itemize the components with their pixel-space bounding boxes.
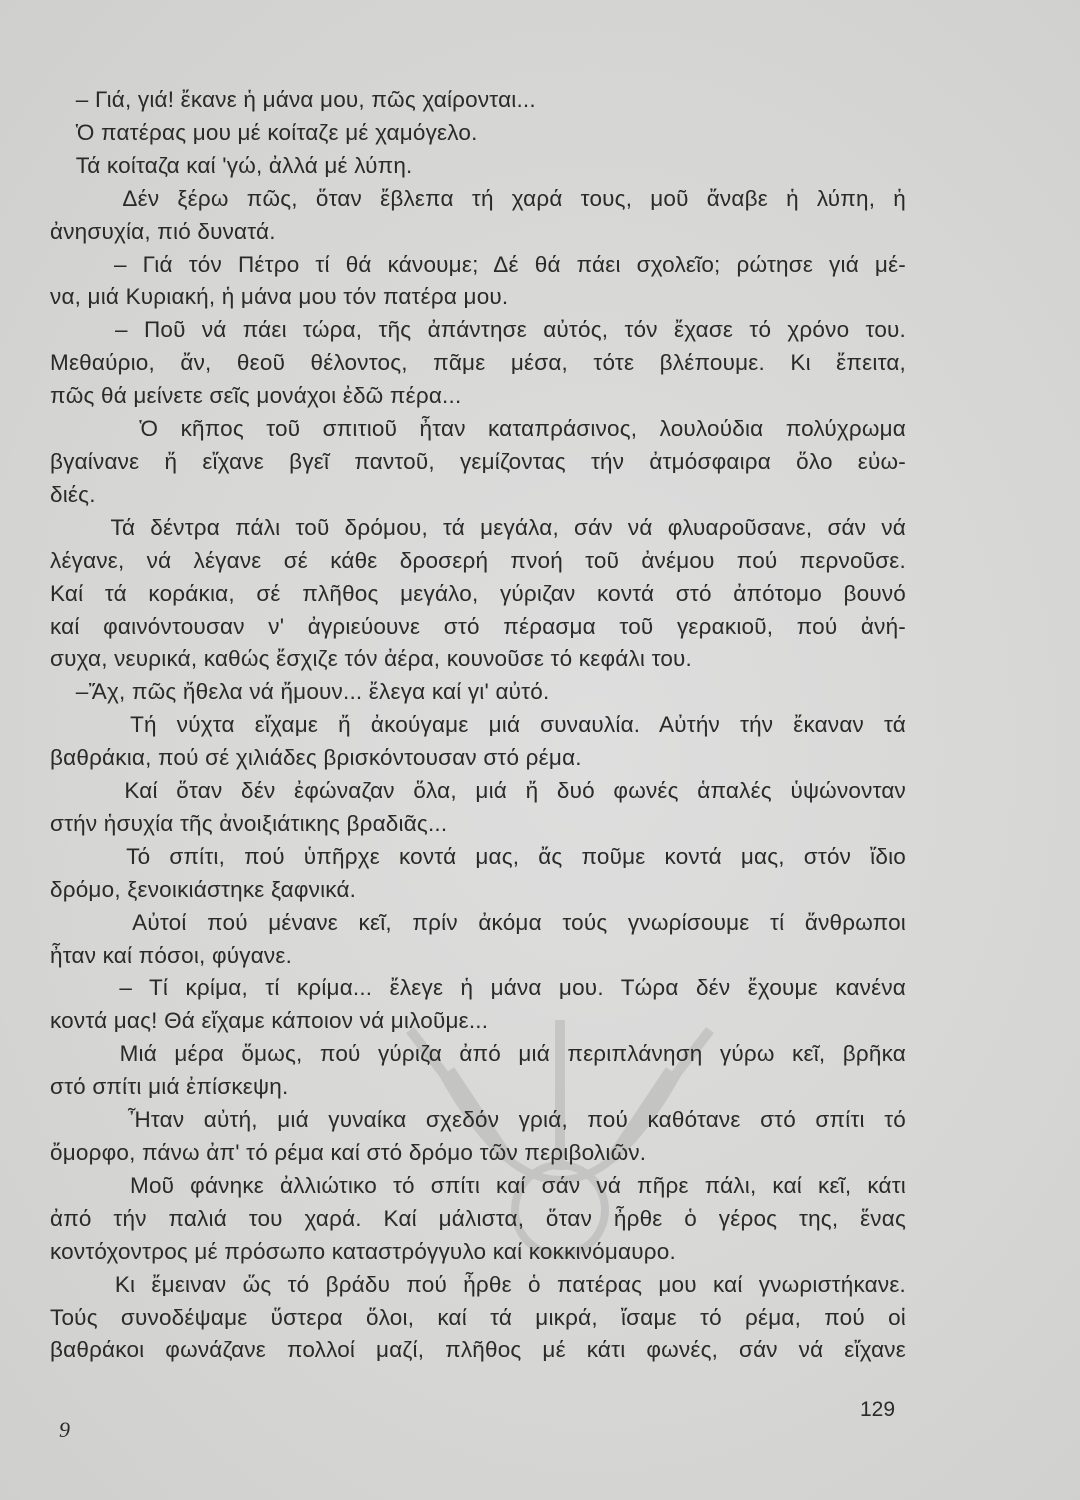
text-line: Τή νύχτα εἴχαμε ἤ ἀκούγαμε μιά συναυλία. Αὐτήν τήν ἔκαναν τά (50, 712, 906, 738)
text-line: Ἦταν αὐτή, μιά γυναίκα σχεδόν γριά, πού καθότανε στό σπίτι τό (50, 1107, 906, 1133)
text-line: Κι ἔμειναν ὥς τό βράδυ πού ἦρθε ὁ πατέρας μου καί γνωριστήκανε. (50, 1271, 906, 1297)
text-line: κοντά μας! Θά εἴχαμε κάποιον νά μιλοῦμε... (50, 1008, 489, 1034)
text-line: πῶς θά μείνετε σεῖς μονάχοι ἐδῶ πέρα... (50, 383, 462, 409)
text-line: να, μιά Κυριακή, ἡ μάνα μου τόν πατέρα μου. (50, 284, 509, 310)
text-line: Μεθαύριο, ἄν, θεοῦ θέλοντος, πᾶμε μέσα, τότε βλέπουμε. Κι ἔπειτα, (50, 350, 906, 376)
text-line: ὄμορφο, πάνω ἀπ' τό ρέμα καί στό δρόμο τῶν περιβολιῶν. (50, 1140, 647, 1165)
text-line: καί φαινόντουσαν ν' ἀγριεύουνε στό πέρασμα τοῦ γερακιοῦ, πού ἀνή- (50, 613, 906, 639)
text-line: Μιά μέρα ὅμως, πού γύριζα ἀπό μιά περιπλάνηση γύρω κεῖ, βρῆκα (50, 1041, 906, 1067)
text-line: Καί τά κοράκια, σέ πλῆθος μεγάλο, γύριζαν κοντά στό ἀπότομο βουνό (50, 580, 906, 606)
signature-mark: 9 (59, 1417, 70, 1442)
text-line: Ὁ πατέρας μου μέ κοίταζε μέ χαμόγελο. (50, 119, 478, 145)
text-line: ἦταν καί πόσοι, φύγανε. (50, 942, 293, 968)
text-line: Δέν ξέρω πῶς, ὅταν ἔβλεπα τή χαρά τους, μοῦ ἄναβε ἡ λύπη, ἡ (50, 185, 906, 211)
text-line: –Ἄχ, πῶς ἤθελα νά ἤμουν... ἔλεγα καί γι' αὐτό. (50, 679, 550, 705)
text-line: Ὁ κῆπος τοῦ σπιτιοῦ ἦταν καταπράσινος, λουλούδια πολύχρωμα (50, 416, 906, 442)
text-line: διές. (50, 481, 96, 507)
text-line: ἀπό τήν παλιά του χαρά. Καί μάλιστα, ὅταν ἦρθε ὁ γέρος της, ἕνας (50, 1205, 906, 1231)
body-text (50, 84, 906, 1367)
text-line: – Ποῦ νά πάει τώρα, τῆς ἀπάντησε αὐτός, τόν ἔχασε τό χρόνο του. (50, 317, 906, 343)
text-line: ἀνησυχία, πιό δυνατά. (50, 218, 276, 244)
text-line: Αὐτοί πού μένανε κεῖ, πρίν ἀκόμα τούς γνωρίσουμε τί ἄνθρωποι (50, 909, 906, 935)
text-line: Μοῦ φάνηκε ἀλλιώτικο τό σπίτι καί σάν νά πῆρε πάλι, καί κεῖ, κάτι (50, 1172, 906, 1198)
text-line: Τό σπίτι, πού ὑπῆρχε κοντά μας, ἄς ποῦμε κοντά μας, στόν ἴδιο (50, 843, 906, 869)
text-line: στό σπίτι μιά ἐπίσκεψη. (50, 1074, 289, 1100)
text-line: – Γιά, γιά! ἔκανε ἡ μάνα μου, πῶς χαίρονται... (50, 87, 536, 112)
text-line: λέγανε, νά λέγανε σέ κάθε δροσερή πνοή τοῦ ἀνέμου πού περνοῦσε. (50, 547, 906, 573)
text-line: συχα, νευρικά, καθώς ἔσχιζε τόν ἀέρα, κουνοῦσε τό κεφάλι του. (50, 646, 693, 672)
page-number: 129 (860, 1398, 896, 1421)
text-line: Τά δέντρα πάλι τοῦ δρόμου, τά μεγάλα, σάν νά φλυαροῦσανε, σάν νά (50, 514, 906, 540)
text-line: Τά κοίταζα καί 'γώ, ἀλλά μέ λύπη. (50, 152, 413, 178)
text-line: – Γιά τόν Πέτρο τί θά κάνουμε; Δέ θά πάει σχολεῖο; ρώτησε γιά μέ- (50, 251, 906, 277)
text-line: – Τί κρίμα, τί κρίμα... ἔλεγε ἡ μάνα μου. Τώρα δέν ἔχουμε κανένα (50, 975, 906, 1001)
text-line: στήν ἡσυχία τῆς ἀνοιξιάτικης βραδιᾶς... (50, 810, 448, 836)
text-line: κοντόχοντρος μέ πρόσωπο καταστρόγγυλο καί κοκκινόμαυρο. (50, 1238, 676, 1264)
text-line: δρόμο, ξενοικιάστηκε ξαφνικά. (50, 876, 357, 902)
text-line: βαθράκοι φωνάζανε πολλοί μαζί, πλῆθος μέ κάτι φωνές, σάν νά εἴχανε (50, 1337, 906, 1363)
text-line: Καί ὅταν δέν ἐφώναζαν ὅλα, μιά ἤ δυό φωνές ἁπαλές ὑψώνονταν (50, 778, 906, 804)
text-line: βαθράκια, πού σέ χιλιάδες βρισκόντουσαν στό ρέμα. (50, 745, 582, 771)
text-line: βγαίνανε ἤ εἴχανε βγεῖ παντοῦ, γεμίζοντας τήν ἀτμόσφαιρα ὅλο εὐω- (50, 448, 906, 474)
text-line: Τούς συνοδέψαμε ὕστερα ὅλοι, καί τά μικρά, ἴσαμε τό ρέμα, πού οἱ (50, 1304, 906, 1330)
